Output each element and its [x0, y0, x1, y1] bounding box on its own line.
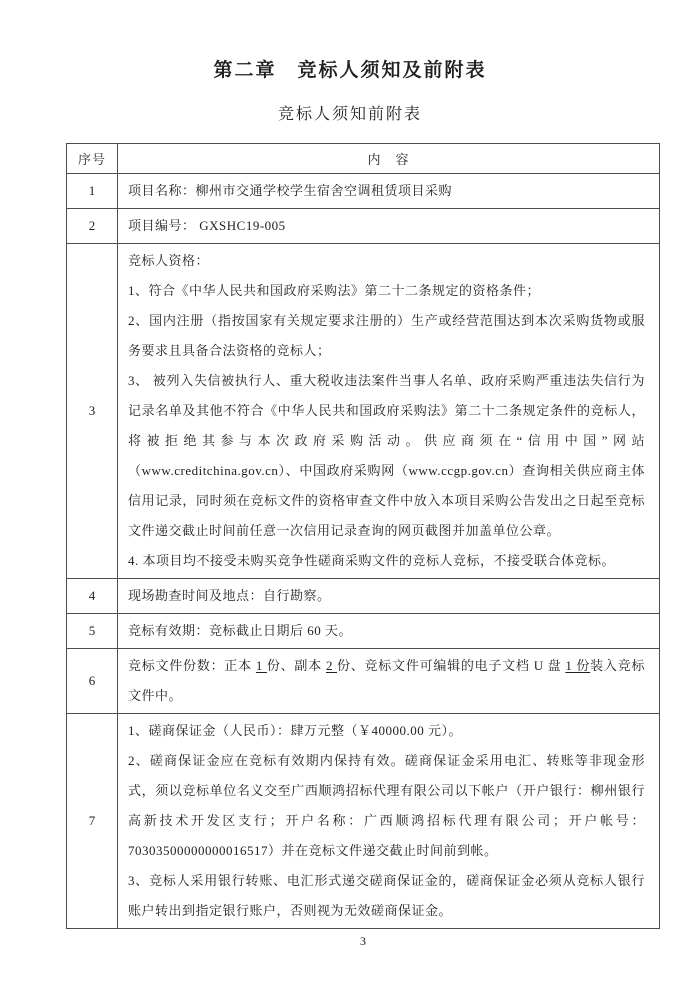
- underlined-value: 2: [325, 658, 337, 673]
- bidder-notice-table: [66, 143, 660, 929]
- text-segment: 竞标文件份数：正本: [128, 658, 256, 673]
- content-paragraph: 1、符合《中华人民共和国政府采购法》第二十二条规定的资格条件；: [128, 283, 541, 298]
- content-paragraph: 3、 被列入失信被执行人、重大税收违法案件当事人名单、政府采购严重违法失信行为记录名单及其他不符合《中华人民共和国政府采购法》第二十二条规定条件的竞标人，将被拒绝其参与本次政府采购活动。供应商须在“信用中国”网站（www.creditchina.gov.cn）、中国政府采购网（www.ccgp.gov.cn）查询相关供应商主体信用记录，同时须在竞标文件的资格审查文件中放入本项目采购公告发出之日起至竞标文件递交截止时间前任意一次信用记录查询的网页截图并加盖单位公章。: [128, 373, 645, 538]
- table-row: [67, 174, 660, 209]
- row-content: [118, 579, 660, 614]
- table-row: [67, 649, 660, 714]
- header-seq-no: 序号: [67, 144, 118, 174]
- table-row: [67, 209, 660, 244]
- table-header-row: [67, 144, 660, 174]
- content-paragraph: [128, 651, 645, 711]
- table-row: [67, 244, 660, 579]
- header-content: 内 容: [118, 144, 660, 174]
- row-content: [118, 714, 660, 929]
- table-title: 竞标人须知前附表: [277, 106, 422, 123]
- content-paragraph: 竞标人资格：: [128, 253, 210, 268]
- content-paragraph: 2、磋商保证金应在竞标有效期内保持有效。磋商保证金采用电汇、转账等非现金形式，须以竞标单位名义交至广西顺鸿招标代理有限公司以下帐户（开户银行：柳州银行高新技术开发区支行；开户名称：广西顺鸿招标代理有限公司；开户帐号：70303500000000016517）并在竞标文件递交截止时间前到帐。: [128, 753, 645, 858]
- table-row: [67, 579, 660, 614]
- table-row: [67, 714, 660, 929]
- content-paragraph: 4. 本项目均不接受未购买竞争性磋商采购文件的竞标人竞标，不接受联合体竞标。: [128, 553, 616, 568]
- content-paragraph: 3、竞标人采用银行转账、电汇形式递交磋商保证金的，磋商保证金必须从竞标人银行账户转出到指定银行账户，否则视为无效磋商保证金。: [128, 873, 645, 918]
- row-seq-no: 1: [67, 174, 118, 209]
- underlined-value: 1: [255, 658, 267, 673]
- page-number: 3: [360, 934, 366, 948]
- chapter-title: 第二章 竞标人须知及前附表: [213, 60, 487, 81]
- row-content: [118, 209, 660, 244]
- underlined-value: 1 份: [565, 658, 591, 673]
- table-body: [67, 174, 660, 929]
- row-seq-no: 3: [67, 244, 118, 579]
- content-paragraph: 1、磋商保证金（人民币）：肆万元整（￥40000.00 元）。: [128, 723, 463, 738]
- text-segment: 装入竞标文件中。: [128, 658, 645, 703]
- row-seq-no: 2: [67, 209, 118, 244]
- row-seq-no: 4: [67, 579, 118, 614]
- row-seq-no: 5: [67, 614, 118, 649]
- text-segment: 份、副本: [266, 658, 326, 673]
- row-content: [118, 174, 660, 209]
- text-segment: 份、竞标文件可编辑的电子文档 U 盘: [337, 658, 566, 673]
- content-paragraph: 竞标有效期：竞标截止日期后 60 天。: [128, 623, 353, 638]
- row-seq-no: 7: [67, 714, 118, 929]
- table-row: [67, 614, 660, 649]
- content-paragraph: 现场勘查时间及地点：自行勘察。: [128, 588, 331, 603]
- content-paragraph: 2、国内注册（指按国家有关规定要求注册的）生产或经营范围达到本次采购货物或服务要求且具备合法资格的竞标人；: [128, 313, 645, 358]
- row-content: [118, 614, 660, 649]
- content-paragraph: 项目名称：柳州市交通学校学生宿舍空调租赁项目采购: [128, 183, 453, 198]
- row-content: [118, 649, 660, 714]
- content-paragraph: 项目编号： GXSHC19-005: [128, 218, 286, 233]
- row-seq-no: 6: [67, 649, 118, 714]
- row-content: [118, 244, 660, 579]
